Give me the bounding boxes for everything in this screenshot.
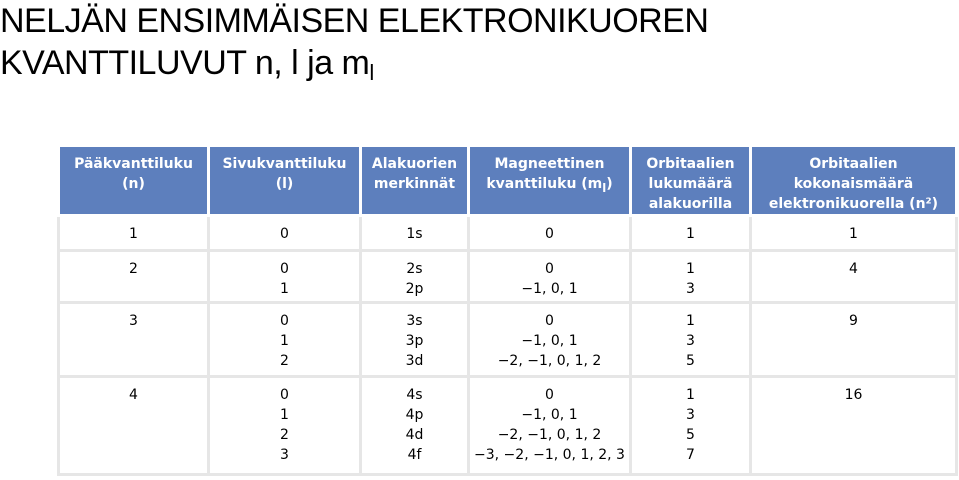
cell-subshell bbox=[361, 303, 469, 377]
header-azimuthal bbox=[209, 146, 361, 216]
cell-value: 3p bbox=[405, 333, 424, 349]
cell-n bbox=[59, 216, 209, 251]
cell-value: 5 bbox=[686, 353, 695, 369]
cell-l bbox=[209, 251, 361, 303]
title-line-2-subscript: l bbox=[369, 60, 374, 85]
cell-value: 7 bbox=[686, 447, 695, 463]
header-orbitals-line-2: lukumäärä bbox=[648, 176, 733, 192]
table-row bbox=[59, 377, 957, 475]
cell-n bbox=[59, 303, 209, 377]
cell-subshell bbox=[361, 377, 469, 475]
cell-value: 1 bbox=[280, 281, 289, 297]
cell-value: 0 bbox=[280, 387, 289, 403]
cell-orbitals bbox=[631, 377, 751, 475]
cell-value: 3 bbox=[280, 447, 289, 463]
cell-n bbox=[59, 251, 209, 303]
page-title bbox=[0, 0, 708, 94]
cell-value: 0 bbox=[545, 387, 554, 403]
cell-value: 2p bbox=[405, 281, 424, 297]
cell-value: 1s bbox=[406, 226, 423, 242]
cell-value: 1 bbox=[686, 261, 695, 277]
header-subshell-line-2: merkinnät bbox=[373, 176, 456, 192]
header-magnetic-line-2 bbox=[472, 174, 627, 198]
cell-value: 16 bbox=[844, 387, 863, 403]
header-subshell-line-1: Alakuorien bbox=[371, 156, 458, 172]
header-orbitals-line-1: Orbitaalien bbox=[646, 156, 735, 172]
cell-value: 0 bbox=[280, 313, 289, 329]
header-magnetic-text: kvanttiluku (m bbox=[486, 176, 603, 192]
header-orbitals-line-3: alakuorilla bbox=[648, 196, 733, 212]
cell-ml bbox=[469, 303, 631, 377]
cell-value: 4f bbox=[407, 447, 422, 463]
table-header-row bbox=[59, 146, 957, 216]
cell-value: 2 bbox=[280, 427, 289, 443]
header-principal bbox=[59, 146, 209, 216]
cell-value: −2, −1, 0, 1, 2 bbox=[497, 427, 602, 443]
cell-value: 2s bbox=[406, 261, 423, 277]
cell-value: 4d bbox=[405, 427, 424, 443]
cell-value: 3d bbox=[405, 353, 424, 369]
header-azimuthal-line-2: (l) bbox=[275, 176, 294, 192]
cell-value: 1 bbox=[280, 407, 289, 423]
cell-value: −1, 0, 1 bbox=[521, 333, 578, 349]
cell-l bbox=[209, 377, 361, 475]
cell-l bbox=[209, 216, 361, 251]
cell-value: 0 bbox=[280, 261, 289, 277]
cell-ml bbox=[469, 377, 631, 475]
cell-orbitals bbox=[631, 303, 751, 377]
cell-value: 4 bbox=[849, 261, 858, 277]
title-line-2-text: KVANTTILUVUT n, l ja m bbox=[0, 44, 370, 82]
cell-value: 1 bbox=[686, 387, 695, 403]
table-row bbox=[59, 216, 957, 251]
header-magnetic-close: ) bbox=[606, 176, 613, 192]
table-row bbox=[59, 251, 957, 303]
cell-value: 0 bbox=[545, 226, 554, 242]
cell-value: 1 bbox=[280, 333, 289, 349]
header-total-line-3: elektronikuorella (n²) bbox=[768, 196, 939, 212]
cell-value: −3, −2, −1, 0, 1, 2, 3 bbox=[474, 447, 625, 463]
cell-value: −1, 0, 1 bbox=[521, 407, 578, 423]
cell-value: 9 bbox=[849, 313, 858, 329]
cell-l bbox=[209, 303, 361, 377]
header-principal-line-2: (n) bbox=[122, 176, 145, 192]
cell-total bbox=[751, 216, 957, 251]
cell-subshell bbox=[361, 216, 469, 251]
title-line-2 bbox=[0, 42, 708, 94]
cell-value: 1 bbox=[129, 226, 138, 242]
cell-value: 5 bbox=[686, 427, 695, 443]
header-subshell bbox=[361, 146, 469, 216]
cell-value: 0 bbox=[280, 226, 289, 242]
cell-value: 3 bbox=[129, 313, 138, 329]
cell-ml bbox=[469, 251, 631, 303]
cell-value: 4s bbox=[406, 387, 423, 403]
cell-value: −2, −1, 0, 1, 2 bbox=[497, 353, 602, 369]
header-azimuthal-line-1: Sivukvanttiluku bbox=[222, 156, 347, 172]
header-principal-line-1: Pääkvanttiluku bbox=[74, 156, 193, 172]
header-magnetic-line-1: Magneettinen bbox=[494, 156, 605, 172]
cell-value: 3 bbox=[686, 281, 695, 297]
cell-value: 2 bbox=[129, 261, 138, 277]
cell-value: 0 bbox=[545, 313, 554, 329]
cell-orbitals bbox=[631, 216, 751, 251]
cell-value: 3s bbox=[406, 313, 423, 329]
header-total-line-2: kokonaismäärä bbox=[793, 176, 914, 192]
cell-value: 2 bbox=[280, 353, 289, 369]
cell-value: 1 bbox=[686, 226, 695, 242]
cell-value: 4 bbox=[129, 387, 138, 403]
cell-value: 3 bbox=[686, 407, 695, 423]
header-total-line-1: Orbitaalien bbox=[809, 156, 898, 172]
quantum-numbers-table bbox=[57, 144, 958, 476]
cell-total bbox=[751, 377, 957, 475]
cell-total bbox=[751, 251, 957, 303]
header-orbitals-total bbox=[751, 146, 957, 216]
cell-value: 3 bbox=[686, 333, 695, 349]
cell-orbitals bbox=[631, 251, 751, 303]
cell-value: 4p bbox=[405, 407, 424, 423]
header-magnetic-sub: l bbox=[602, 180, 607, 195]
cell-value: −1, 0, 1 bbox=[521, 281, 578, 297]
cell-value: 1 bbox=[686, 313, 695, 329]
table-row bbox=[59, 303, 957, 377]
header-orbitals-per-subshell bbox=[631, 146, 751, 216]
title-line-1: NELJÄN ENSIMMÄISEN ELEKTRONIKUOREN bbox=[0, 2, 709, 40]
cell-value: 0 bbox=[545, 261, 554, 277]
cell-total bbox=[751, 303, 957, 377]
header-magnetic bbox=[469, 146, 631, 216]
cell-n bbox=[59, 377, 209, 475]
cell-value: 1 bbox=[849, 226, 858, 242]
cell-subshell bbox=[361, 251, 469, 303]
cell-ml bbox=[469, 216, 631, 251]
